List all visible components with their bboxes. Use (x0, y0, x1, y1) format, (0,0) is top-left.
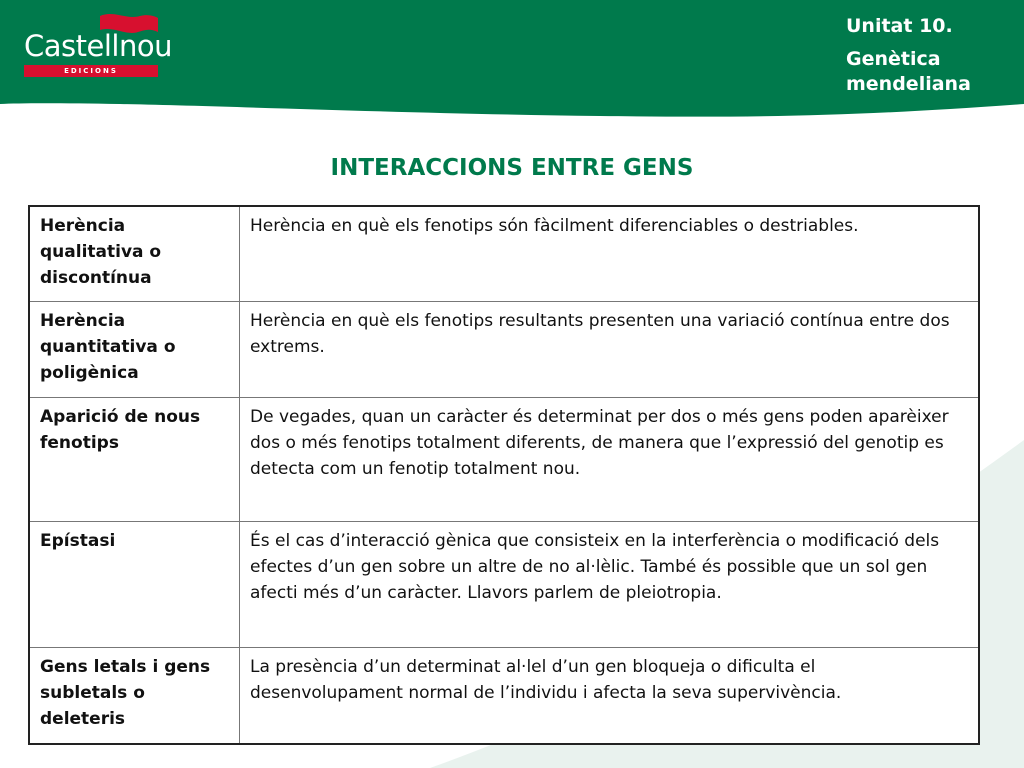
publisher-logo (22, 12, 172, 78)
definition-cell: La presència d’un determinat al·lel d’un gen bloqueja o dificulta el desenvolupament normal de l’individu i afecta la seva supervivència. (240, 647, 980, 744)
unit-number: Unitat 10. (846, 15, 953, 37)
unit-topic-line1: Genètica (846, 48, 941, 70)
unit-label (846, 14, 971, 97)
table-row (29, 647, 979, 744)
table-row (29, 206, 979, 301)
definitions-table (28, 205, 980, 745)
table-row (29, 397, 979, 521)
table-row (29, 521, 979, 647)
definition-cell: Herència en què els fenotips resultants presenten una variació contínua entre dos extrems. (240, 301, 980, 397)
term-cell: Gens letals i gens subletals o deleteris (29, 647, 240, 744)
definition-cell: És el cas d’interacció gènica que consisteix en la interferència o modificació dels efectes d’un gen sobre un altre de no al·lèlic. També és possible que un sol gen afecti més d’un caràcter. Llavors parlem de pleiotropia. (240, 521, 980, 647)
definition-cell: De vegades, quan un caràcter és determinat per dos o més gens poden aparèixer dos o més fenotips totalment diferents, de manera que l’expressió del genotip es detecta com un fenotip totalment nou. (240, 397, 980, 521)
term-cell: Herència qualitativa o discontínua (29, 206, 240, 301)
page-title: INTERACCIONS ENTRE GENS (330, 155, 694, 181)
table-row (29, 301, 979, 397)
logo-subtitle: EDICIONS (24, 65, 158, 77)
term-cell: Epístasi (29, 521, 240, 647)
term-cell: Aparició de nous fenotips (29, 397, 240, 521)
definition-cell: Herència en què els fenotips són fàcilment diferenciables o destriables. (240, 206, 980, 301)
logo-wordmark: Castellnou (24, 29, 172, 63)
term-cell: Herència quantitativa o poligènica (29, 301, 240, 397)
unit-topic-line2: mendeliana (846, 73, 971, 95)
